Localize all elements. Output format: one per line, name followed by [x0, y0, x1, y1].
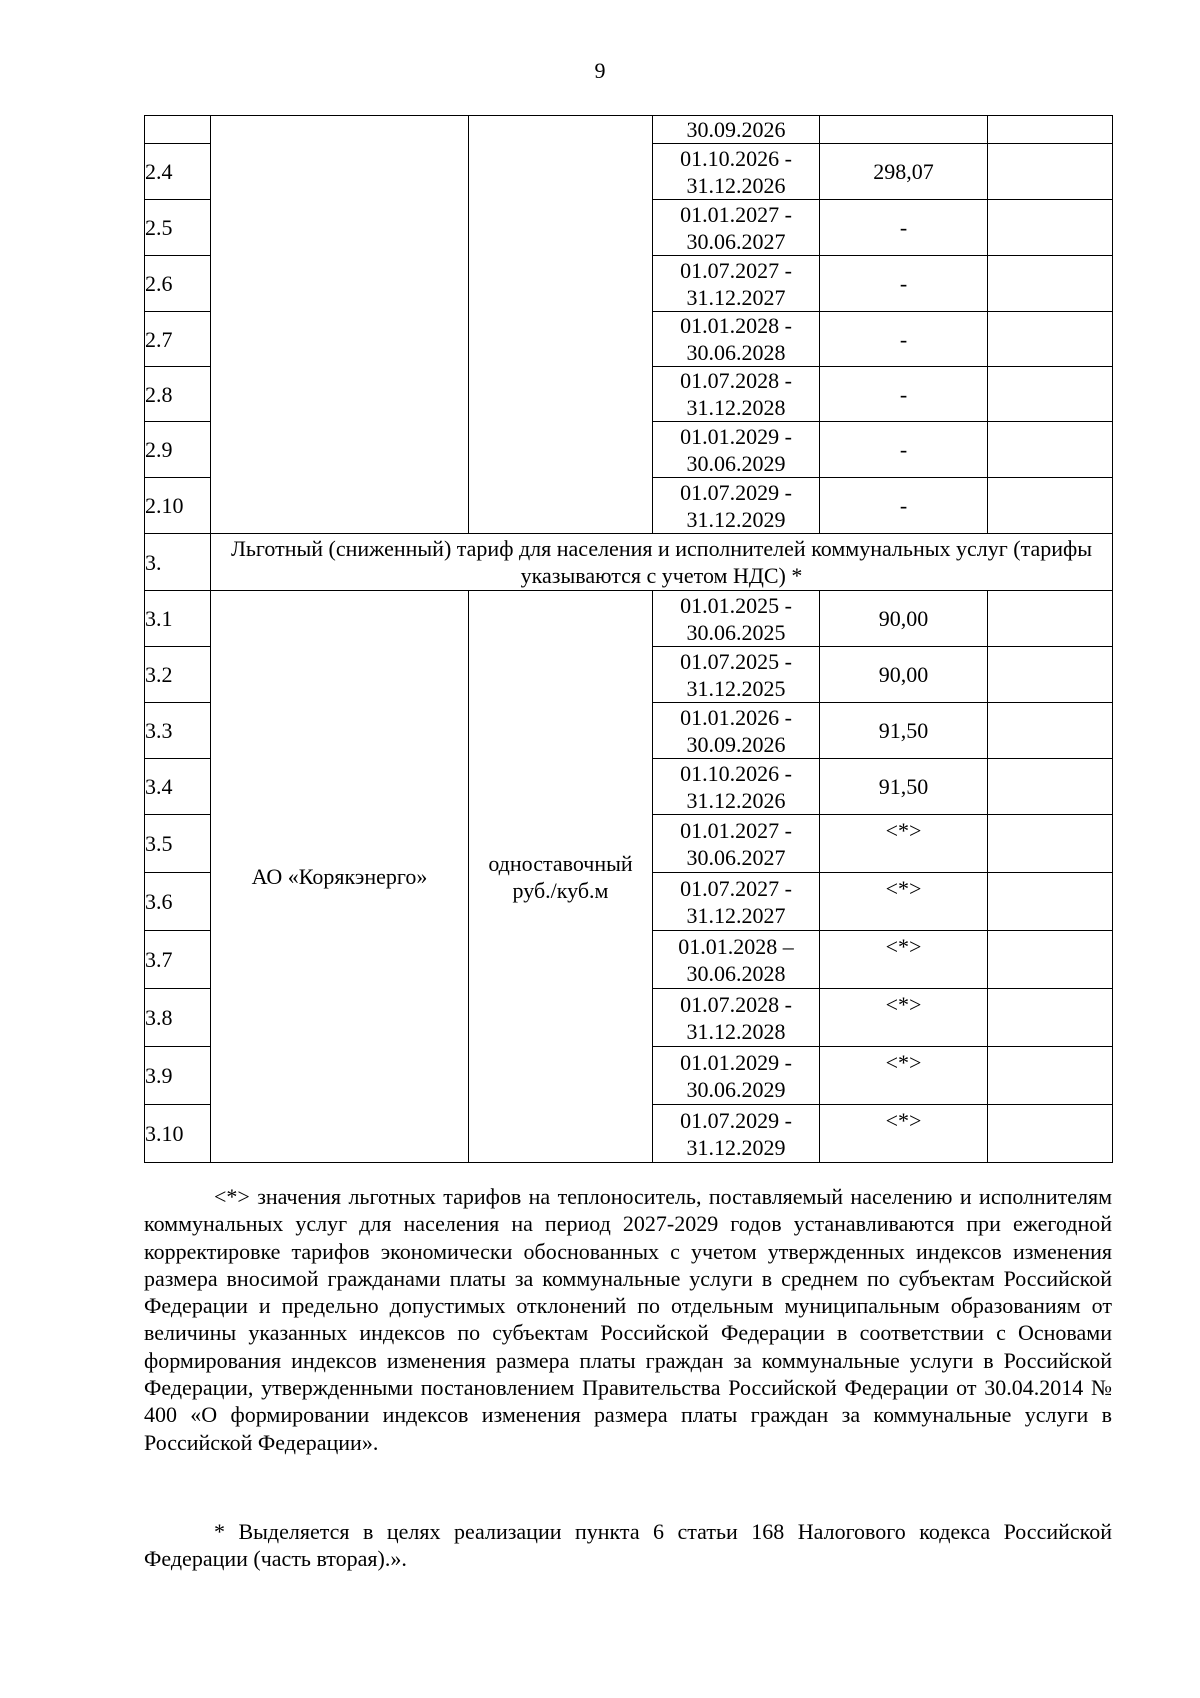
- tariff-value-cell: -: [820, 478, 988, 534]
- tariff-value-cell: <*>: [820, 989, 988, 1047]
- row-number: 3.2: [145, 647, 211, 703]
- tariff-value-cell: -: [820, 422, 988, 478]
- period-cell: 01.01.2026 - 30.09.2026: [653, 703, 820, 759]
- row-number: 2.9: [145, 422, 211, 478]
- tariff-value-cell: 91,50: [820, 759, 988, 815]
- section-header-row: [145, 534, 1113, 591]
- tariff-table: [144, 115, 1113, 1163]
- row-number: 2.5: [145, 200, 211, 256]
- period-cell: 01.01.2027 - 30.06.2027: [653, 815, 820, 873]
- table-row: [145, 591, 1113, 647]
- period-cell: 01.01.2028 - 30.06.2028: [653, 312, 820, 367]
- row-number: 3.3: [145, 703, 211, 759]
- tariff-value-cell: 91,50: [820, 703, 988, 759]
- tariff-value-cell: 90,00: [820, 591, 988, 647]
- period-cell: 01.07.2029 - 31.12.2029: [653, 478, 820, 534]
- tariff-value-cell: <*>: [820, 1105, 988, 1163]
- empty-cell: [988, 200, 1113, 256]
- organization-name: АО «Корякэнерго»: [211, 591, 469, 1163]
- tariff-value-cell: <*>: [820, 815, 988, 873]
- period-cell: 30.09.2026: [653, 116, 820, 144]
- empty-cell: [988, 144, 1113, 200]
- row-number: 3.1: [145, 591, 211, 647]
- row-number: 3.10: [145, 1105, 211, 1163]
- empty-cell: [988, 478, 1113, 534]
- empty-cell: [988, 703, 1113, 759]
- period-cell: 01.01.2029 - 30.06.2029: [653, 422, 820, 478]
- empty-cell: [988, 256, 1113, 312]
- period-cell: 01.01.2025 - 30.06.2025: [653, 591, 820, 647]
- table-row: [145, 116, 1113, 144]
- period-cell: 01.01.2029 - 30.06.2029: [653, 1047, 820, 1105]
- row-number: 2.8: [145, 367, 211, 422]
- page-number: 9: [594, 58, 606, 83]
- tariff-value-cell: -: [820, 256, 988, 312]
- period-cell: 01.07.2028 - 31.12.2028: [653, 989, 820, 1047]
- tariff-value-cell: <*>: [820, 931, 988, 989]
- period-cell: 01.07.2028 - 31.12.2028: [653, 367, 820, 422]
- row-number: 3.4: [145, 759, 211, 815]
- tariff-value-cell: <*>: [820, 1047, 988, 1105]
- empty-cell: [988, 647, 1113, 703]
- tariff-value-cell: [820, 116, 988, 144]
- empty-cell: [988, 591, 1113, 647]
- empty-cell: [988, 759, 1113, 815]
- row-number: 2.4: [145, 144, 211, 200]
- row-number-cell: [145, 116, 211, 144]
- period-cell: 01.10.2026 - 31.12.2026: [653, 144, 820, 200]
- tariff-value-cell: <*>: [820, 873, 988, 931]
- empty-cell: [988, 931, 1113, 989]
- period-cell: 01.07.2027 - 31.12.2027: [653, 873, 820, 931]
- row-number: 2.7: [145, 312, 211, 367]
- empty-cell: [988, 873, 1113, 931]
- empty-cell: [988, 1105, 1113, 1163]
- row-number: 3.5: [145, 815, 211, 873]
- empty-cell: [988, 422, 1113, 478]
- empty-cell: [988, 367, 1113, 422]
- period-cell: 01.07.2027 - 31.12.2027: [653, 256, 820, 312]
- row-number: 2.6: [145, 256, 211, 312]
- vat-footnote: * Выделяется в целях реализации пункта 6 статьи 168 Налогового кодекса Российской Федерации (часть вторая).».: [144, 1519, 1112, 1572]
- empty-cell: [988, 1047, 1113, 1105]
- empty-cell: [988, 989, 1113, 1047]
- period-cell: 01.01.2027 - 30.06.2027: [653, 200, 820, 256]
- period-cell: 01.10.2026 - 31.12.2026: [653, 759, 820, 815]
- section-title: Льготный (сниженный) тариф для населения и исполнителей коммунальных услуг (тарифы указываются с учетом НДС) *: [211, 534, 1113, 591]
- row-number: 3.7: [145, 931, 211, 989]
- tariff-value-cell: -: [820, 312, 988, 367]
- tariff-value-cell: 90,00: [820, 647, 988, 703]
- tariff-type: одноставочный руб./куб.м: [469, 591, 653, 1163]
- empty-cell: [988, 116, 1113, 144]
- row-number: 3.6: [145, 873, 211, 931]
- tariff-value-cell: -: [820, 200, 988, 256]
- organization-cell: [211, 116, 469, 534]
- row-number: 3.8: [145, 989, 211, 1047]
- tariff-type-cell: [469, 116, 653, 534]
- tariff-value-cell: 298,07: [820, 144, 988, 200]
- period-cell: 01.07.2025 - 31.12.2025: [653, 647, 820, 703]
- section-number: 3.: [145, 534, 211, 591]
- empty-cell: [988, 815, 1113, 873]
- tariff-value-cell: -: [820, 367, 988, 422]
- empty-cell: [988, 312, 1113, 367]
- star-footnote: <*> значения льготных тарифов на теплоноситель, поставляемый населению и исполнителям коммунальных услуг для населения на период 2027-2029 годов устанавливаются при ежегодной корректировке тарифов экономически обоснованных с учетом утвержденных индексов изменения размера вносимой гражданами платы за коммунальные услуги в среднем по субъектам Российской Федерации и предельно допустимых отклонений по отдельным муниципальным образованиям от величины указанных индексов по субъектам Российской Федерации в соответствии с Основами формирования индексов изменения размера платы граждан за коммунальные услуги в Российской Федерации, утвержденными постановлением Правительства Российской Федерации от 30.04.2014 № 400 «О формировании индексов изменения размера платы граждан за коммунальные услуги в Российской Федерации».: [144, 1184, 1112, 1455]
- row-number: 3.9: [145, 1047, 211, 1105]
- period-cell: 01.01.2028 – 30.06.2028: [653, 931, 820, 989]
- row-number: 2.10: [145, 478, 211, 534]
- period-cell: 01.07.2029 - 31.12.2029: [653, 1105, 820, 1163]
